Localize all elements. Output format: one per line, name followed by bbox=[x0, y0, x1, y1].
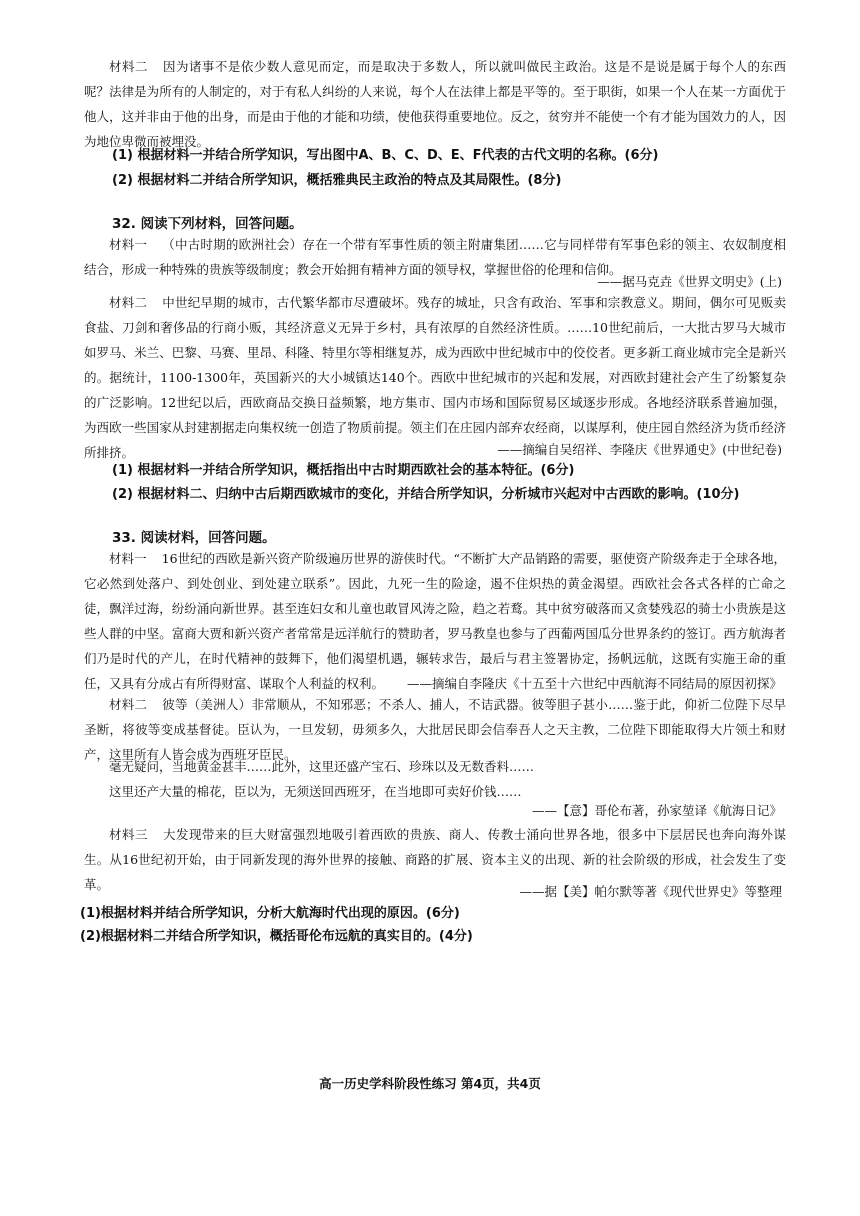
q32-sub-question-2: (2) 根据材料二、归纳中古后期西欧城市的变化，并结合所学知识，分析城市兴起对中古西欧的影响。(10分) bbox=[112, 487, 740, 502]
q33-title: 33. 阅读材料，回答问题。 bbox=[112, 530, 276, 546]
q33-sub-question-1: (1)根据材料并结合所学知识，分析大航海时代出现的原因。(6分) bbox=[80, 906, 460, 921]
q32-material-1-source: ——据马克垚《世界文明史》(上) bbox=[597, 274, 782, 289]
q33-material-2-line-3: 这里还产大量的棉花，臣以为，无须送回西班牙，在当地即可卖好价钱…… bbox=[109, 784, 522, 799]
q33-material-3-source: ——据【美】帕尔默等著《现代世界史》等整理 bbox=[519, 884, 782, 899]
material-text: （中古时期的欧洲社会）存在一个带有军事性质的领主附庸集团……它与同样带有军事色彩的领主、农奴制度相结合，形成一种特殊的贵族等级制度；教会开始拥有精神方面的领导权，掌握世俗的伦理和信仰。 bbox=[84, 237, 786, 277]
material-label: 材料二 bbox=[109, 697, 148, 712]
q32-sub-question-1: (1) 根据材料一并结合所学知识，概括指出中古时期西欧社会的基本特征。(6分) bbox=[112, 463, 575, 478]
material-label: 材料一 bbox=[109, 551, 147, 566]
material-text: 大发现带来的巨大财富强烈地吸引着西欧的贵族、商人、传教士涌向世界各地，很多中下层居民也奔向海外谋生。从16世纪初开始，由于同新发现的海外世界的接触、商路的扩展、资本主义的出现、新的社会阶级的形成，社会发生了变革。 bbox=[84, 827, 786, 892]
material-label: 材料一 bbox=[109, 237, 148, 252]
q31-sub-question-2: (2) 根据材料二并结合所学知识，概括雅典民主政治的特点及其局限性。(8分) bbox=[112, 173, 562, 188]
page-footer: 高一历史学科阶段性练习 第4页，共4页 bbox=[319, 1076, 541, 1091]
material-text: 因为诸事不是依少数人意见而定，而是取决于多数人，所以就叫做民主政治。这是不是说是属于每个人的东西呢？法律是为所有的人制定的，对于有私人纠纷的人来说，每个人在法律上都是平等的。至于职街，如果一个人在某一方面优于他人，这并非由于他的出身，而是由于他的才能和功绩，使他获得重要地位。反之，贫穷并不能使一个有才能为国效力的人，因为地位卑微而被埋没。 bbox=[84, 59, 786, 149]
material-text: 中世纪早期的城市，古代繁华都市尽遭破坏。残存的城址，只含有政治、军事和宗教意义。期间，偶尔可见贩卖食盐、刀剑和奢侈品的行商小贩，其经济意义无异于乡村，具有浓厚的自然经济性质。……10世纪前后，一大批古罗马大城市如罗马、米兰、巴黎、马赛、里昂、科隆、特里尔等相继复苏，成为西欧中世纪城市中的佼佼者。更多新工商业城市完全是新兴的。据统计，1100-1300年，英国新兴的大小城镇达140个。西欧中世纪城市的兴起和发展，对西欧封建社会产生了纷繁复杂的广泛影响。12世纪以后，西欧商品交换日益频繁，地方集市、国内市场和国际贸易区域逐步形成。各地经济联系普遍加强，为西欧一些国家从封建割据走向集权统一创造了物质前提。领主们在庄园内部弃农经商，以谋厚利，使庄园自然经济为货币经济所排挤。 bbox=[84, 295, 786, 460]
material-label: 材料二 bbox=[109, 295, 148, 310]
q33-material-1-source: ——摘编自李隆庆《十五至十六世纪中西航海不同结局的原因初探》 bbox=[406, 676, 782, 691]
material-text: 彼等（美洲人）非常顺从，不知邪恶；不杀人、捕人，不诘武器。彼等胆子甚小……鉴于此，仰祈二位陛下尽早圣断，将彼等变成基督徒。臣认为，一旦发轫，毋须多久，大批居民即会信奉吾人之天主教，二位陛下即能取得大片领土和财产，这里所有人皆会成为西班牙臣民。 bbox=[84, 697, 786, 762]
q32-material-2 bbox=[84, 290, 786, 465]
material-label: 材料二 bbox=[109, 59, 148, 74]
q31-material-2 bbox=[84, 54, 786, 154]
q32-title: 32. 阅读下列材料，回答问题。 bbox=[112, 216, 303, 232]
material-label: 材料三 bbox=[109, 827, 148, 842]
q33-sub-question-2: (2)根据材料二并结合所学知识，概括哥伦布远航的真实目的。(4分) bbox=[80, 929, 473, 944]
q31-sub-question-1: (1) 根据材料一并结合所学知识，写出图中A、B、C、D、E、F代表的古代文明的名称。(6分) bbox=[112, 148, 659, 163]
q33-material-2-source: ——【意】哥伦布著，孙家堃译《航海日记》 bbox=[531, 803, 782, 818]
q33-material-2-line-2: 毫无疑问，当地黄金甚丰……此外，这里还盛产宝石、珍珠以及无数香料…… bbox=[109, 759, 535, 774]
material-text: 16世纪的西欧是新兴资产阶级遍历世界的游侠时代。“不断扩大产品销路的需要，驱使资产阶级奔走于全球各地，它必然到处落户、到处创业、到处建立联系”。因此，九死一生的险途，遏不住炽热的黄金渴望。西欧社会各式各样的亡命之徒，飘洋过海，纷纷涌向新世界。甚至连妇女和儿童也敢冒风涛之险，趋之若鹜。其中贫穷破落而又贪婪残忍的骑士小贵族是这些人群的中坚。富商大贾和新兴资产者常常是远洋航行的赞助者，罗马教皇也参与了西葡两国瓜分世界条约的签订。西方航海者们乃是时代的产儿，在时代精神的鼓舞下，他们渴望机遇，辗转求告，最后与君主签署协定，扬帆远航，这既有实施王命的重任，又具有分成占有所得财富、谋取个人利益的权利。 bbox=[84, 551, 786, 691]
q32-material-2-source: ——摘编自吴绍祥、李隆庆《世界通史》(中世纪卷) bbox=[497, 442, 782, 457]
